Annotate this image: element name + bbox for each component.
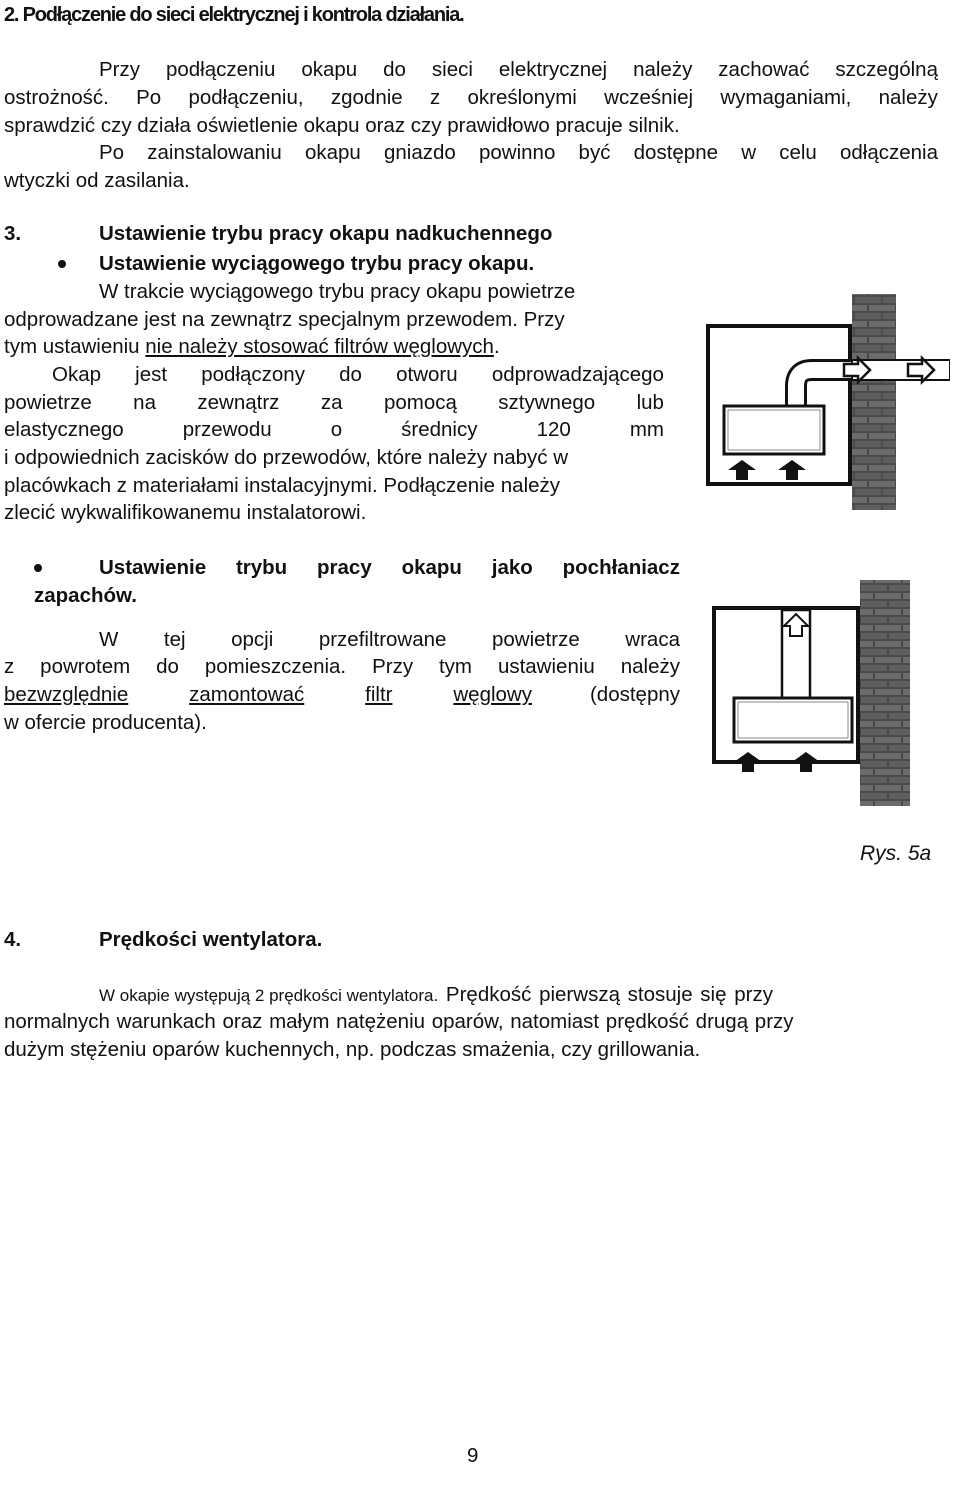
section-3-heading: Ustawienie trybu pracy okapu nadkuchennego [99,222,553,245]
b1-p2-line3: elastycznego przewodu o średnicy 120 mm [4,418,664,441]
section-4-number: 4. [4,928,22,951]
b2-line4: w ofercie producenta). [4,711,207,734]
b2-line1: W tej opcji przefiltrowane powietrze wraca [99,628,680,651]
s2-p2-line2: wtyczki od zasilania. [4,169,190,192]
s4-line2: normalnych warunkach oraz małym natężeniu oparów, natomiast prędkość drugą przy [4,1010,794,1033]
section-2-heading: 2. Podłączenie do sieci elektrycznej i kontrola działania. [4,4,464,26]
brick-wall [852,294,896,510]
bullet-2-title-line1: Ustawienie trybu pracy okapu jako pochłaniacz [99,556,680,579]
bullet-icon [58,260,66,268]
s4-line1: W okapie występują 2 prędkości wentylatora. Prędkość pierwszą stosuje się przy [99,983,773,1006]
extraction-mode-diagram [700,288,950,510]
b2-line2: z powrotem do pomieszczenia. Przy tym ustawieniu należy [4,655,680,678]
b2-line3: bezwzględnie zamontować filtr węglowy (dostępny [4,681,680,709]
figure-caption: Rys. 5a [860,842,932,865]
hood [734,698,852,742]
bullet-icon [34,564,42,572]
b1-p2-line2: powietrze na zewnątrz za pomocą sztywnego lub [4,391,664,414]
no-carbon-filter-note: nie należy stosować filtrów węglowych [145,335,494,358]
carbon-filter-required-note: bezwzględnie zamontować filtr węglowy [4,683,532,706]
s2-p2-line1: Po zainstalowaniu okapu gniazdo powinno być dostępne w celu odłączenia [99,141,938,164]
s4-line3: dużym stężeniu oparów kuchennych, np. podczas smażenia, czy grillowania. [4,1038,701,1061]
section-4-heading: Prędkości wentylatora. [99,928,323,951]
page-number: 9 [467,1444,479,1467]
s2-p1-line1: Przy podłączeniu okapu do sieci elektrycznej należy zachować szczególną [99,58,938,81]
brick-wall [860,580,910,806]
b1-line1: W trakcie wyciągowego trybu pracy okapu powietrze [99,280,576,303]
b1-line3: tym ustawieniu nie należy stosować filtrów węglowych. [4,335,500,358]
hood [724,406,824,454]
recirculation-mode-diagram [706,576,956,806]
section-3-number: 3. [4,222,22,245]
s2-p1-line2: ostrożność. Po podłączeniu, zgodnie z określonymi wcześniej wymaganiami, należy [4,86,938,109]
b1-p2-line1: Okap jest podłączony do otworu odprowadzającego [52,363,664,386]
b1-line2: odprowadzane jest na zewnątrz specjalnym przewodem. Przy [4,308,565,331]
b1-p2-line4: i odpowiednich zacisków do przewodów, które należy nabyć w [4,446,569,469]
b1-p2-line6: zlecić wykwalifikowanemu instalatorowi. [4,501,367,524]
s2-p1-line3: sprawdzić czy działa oświetlenie okapu oraz czy prawidłowo pracuje silnik. [4,114,680,137]
bullet-1-title: Ustawienie wyciągowego trybu pracy okapu. [99,252,535,275]
bullet-2-title-line2: zapachów. [34,584,137,607]
b1-p2-line5: placówkach z materiałami instalacyjnymi. Podłączenie należy [4,474,561,497]
